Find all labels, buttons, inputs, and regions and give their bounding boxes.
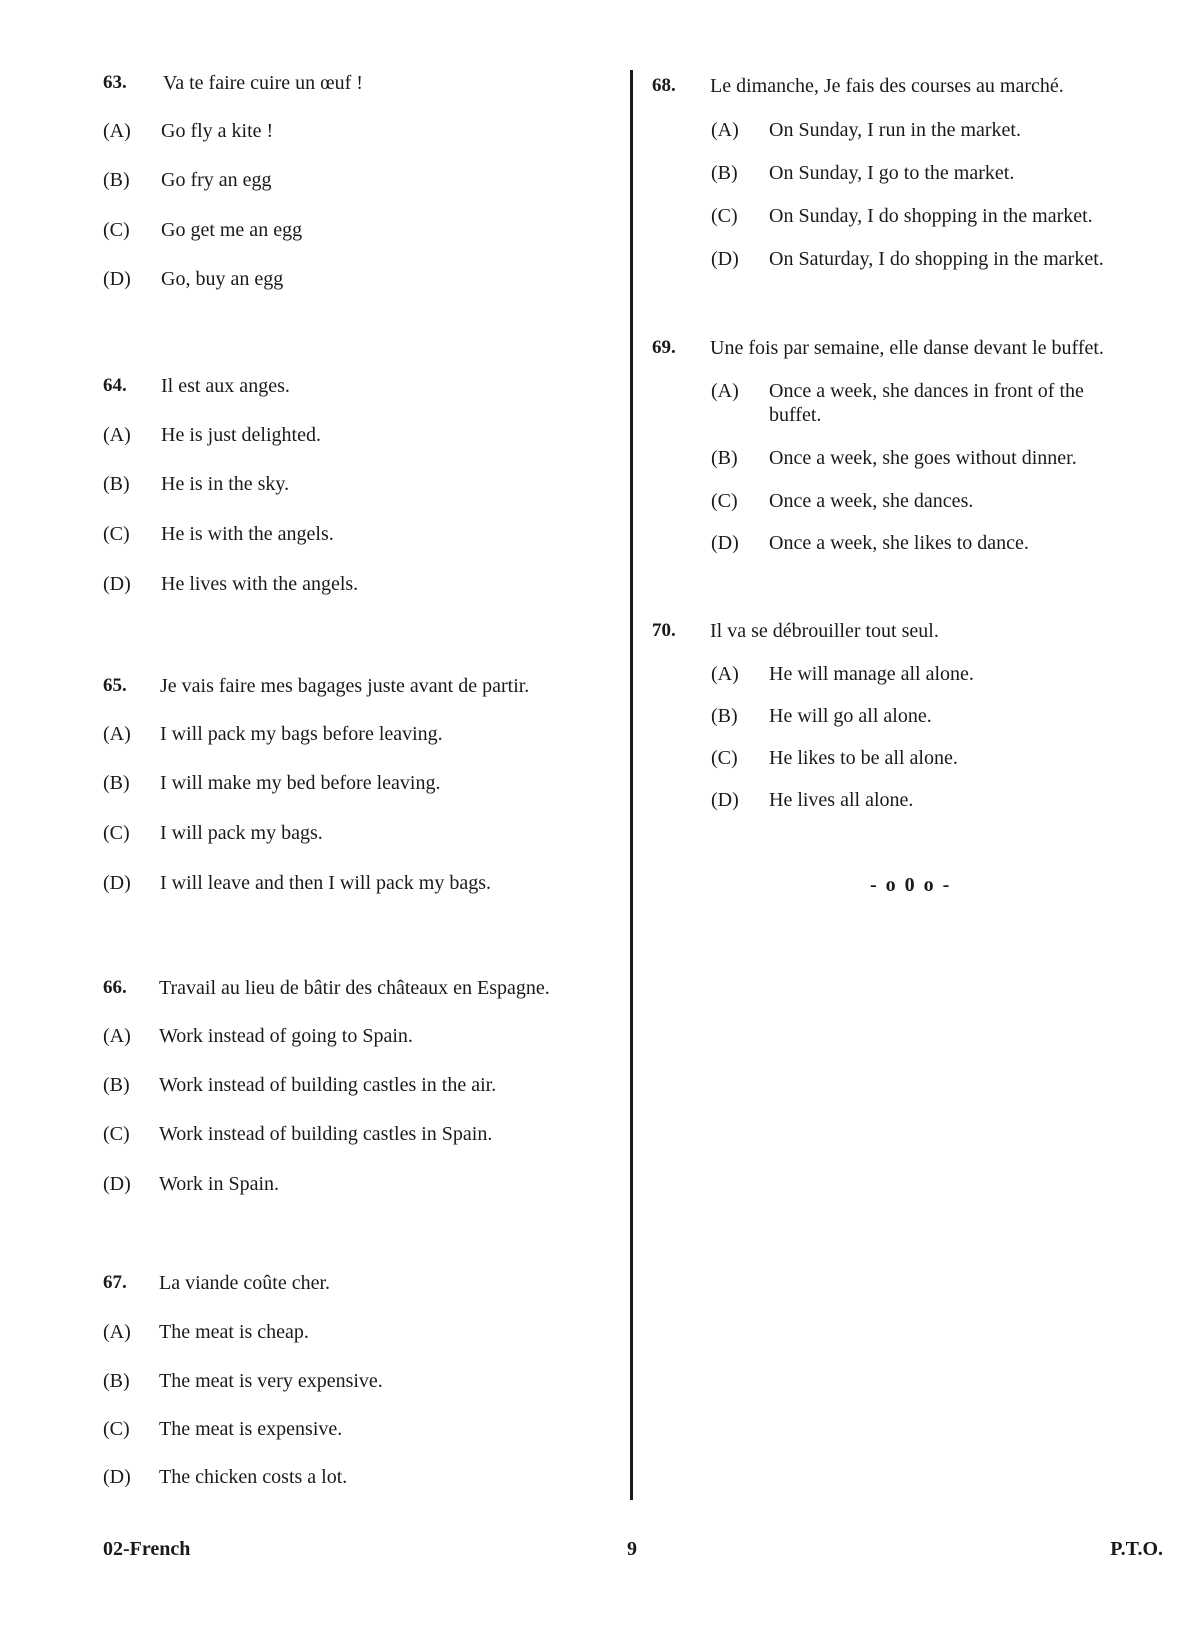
question-text: Il est aux anges. <box>161 375 290 397</box>
question-63: 63. Va te faire cuire un œuf ! (A) Go fly a kite ! (B) Go fry an egg (C) Go get me an egg (D) Go, buy an egg <box>103 72 363 290</box>
question-number: 63. <box>103 72 127 93</box>
footer-pto: P.T.O. <box>1110 1538 1163 1560</box>
question-69: 69. Une fois par semaine, elle danse devant le buffet. (A) Once a week, she dances in front of the buffet. (B) Once a week, she goes without dinner. (C) Once a week, she dances. (D) Once a week, she likes to dance. <box>652 337 1104 554</box>
question-text: Travail au lieu de bâtir des châteaux en Espagne. <box>159 977 550 999</box>
question-64: 64. Il est aux anges. (A) He is just delighted. (B) He is in the sky. (C) He is with the angels. (D) He lives with the angels. <box>103 375 359 595</box>
question-65: 65. Je vais faire mes bagages juste avant de partir. (A) I will pack my bags before leaving. (B) I will make my bed before leaving. (C) I will pack my bags. (D) I will leave and then I will pack my bags. <box>103 675 530 894</box>
footer-page-number: 9 <box>627 1538 637 1560</box>
question-number: 67. <box>103 1272 127 1293</box>
question-66: 66. Travail au lieu de bâtir des châteaux en Espagne. (A) Work instead of going to Spain. (B) Work instead of building castles in the air. (C) Work instead of building castles in Spain. (D) Work in Spain. <box>103 977 550 1195</box>
question-68: 68. Le dimanche, Je fais des courses au marché. (A) On Sunday, I run in the market. (B) On Sunday, I go to the market. (C) On Sunday, I do shopping in the market. (D) On Saturday, I do shopping in the market. <box>652 75 1104 270</box>
divider <box>630 70 633 1500</box>
question-text: La viande coûte cher. <box>159 1272 331 1294</box>
question-number: 68. <box>652 75 676 96</box>
question-text: Il va se débrouiller tout seul. <box>710 620 939 642</box>
question-text: Je vais faire mes bagages juste avant de partir. <box>160 675 530 697</box>
question-text: Une fois par semaine, elle danse devant le buffet. <box>710 337 1104 359</box>
end-mark: - o 0 o - <box>870 874 952 896</box>
question-number: 65. <box>103 675 127 696</box>
question-70: 70. Il va se débrouiller tout seul. (A) He will manage all alone. (B) He will go all alone. (C) He likes to be all alone. (D) He lives all alone. <box>652 620 974 811</box>
question-number: 66. <box>103 977 127 998</box>
question-number: 69. <box>652 337 676 358</box>
question-text: Va te faire cuire un œuf ! <box>163 72 363 94</box>
question-number: 64. <box>103 375 127 396</box>
footer-subject-code: 02-French <box>103 1538 191 1560</box>
question-text: Le dimanche, Je fais des courses au marché. <box>710 75 1064 97</box>
question-67: 67. La viande coûte cher. (A) The meat is cheap. (B) The meat is very expensive. (C) The meat is expensive. (D) The chicken costs a lot. <box>103 1272 383 1488</box>
question-number: 70. <box>652 620 676 641</box>
